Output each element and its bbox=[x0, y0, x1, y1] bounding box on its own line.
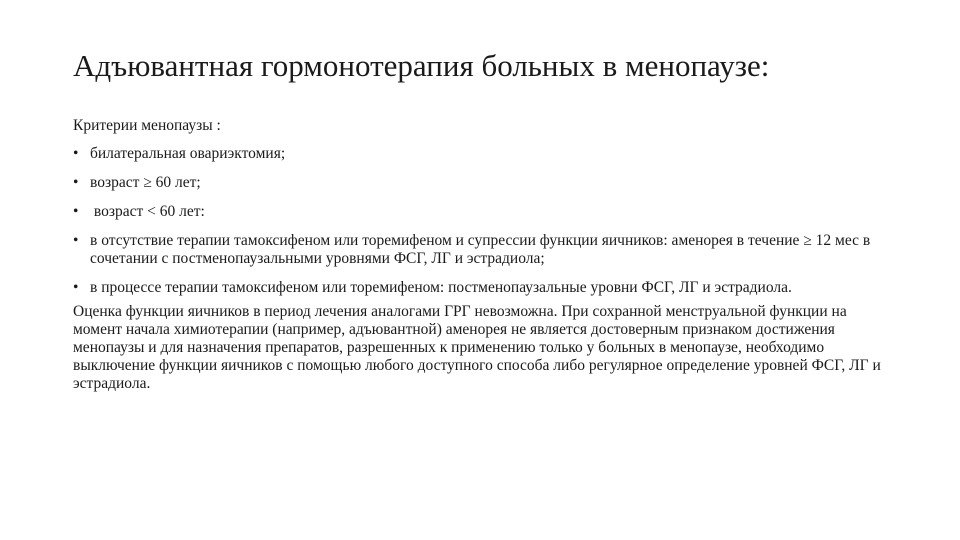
list-item bbox=[73, 232, 893, 268]
slide-body bbox=[73, 117, 893, 393]
bullet-icon: • bbox=[73, 203, 79, 220]
list-item-text: возраст < 60 лет: bbox=[90, 203, 205, 220]
bullet-icon: • bbox=[73, 279, 79, 296]
list-item bbox=[73, 279, 893, 297]
bullet-icon: • bbox=[73, 174, 79, 191]
list-item bbox=[73, 174, 893, 192]
list-item-text: возраст ≥ 60 лет; bbox=[90, 174, 201, 191]
list-item-text: в процессе терапии тамоксифеном или торемифеном: постменопаузальные уровни ФСГ, ЛГ и эстрадиола. bbox=[90, 279, 792, 296]
ovarian-function-paragraph: Оценка функции яичников в период лечения аналогами ГРГ невозможна. При сохранной менструальной функции на момент начала химиотерапии (например, адъювантной) аменорея не является достоверным признаком достижения менопаузы и для назначения препаратов, разрешенных к применению только у больных в менопаузе, необходимо выключение функции яичников с помощью любого доступного способа либо регулярное определение уровней ФСГ, ЛГ и эстрадиола. bbox=[73, 303, 881, 392]
list-item-text: билатеральная овариэктомия; bbox=[90, 145, 286, 162]
criteria-heading: Критерии менопаузы : bbox=[73, 117, 221, 134]
criteria-list bbox=[73, 145, 893, 297]
list-item bbox=[73, 203, 893, 221]
bullet-icon: • bbox=[73, 232, 79, 249]
list-item-text: в отсутствие терапии тамоксифеном или торемифеном и супрессии функции яичников: аменорея в течение ≥ 12 мес в сочетании с постменопаузальными уровнями ФСГ, ЛГ и эстрадиола; bbox=[90, 232, 871, 267]
list-item bbox=[73, 145, 893, 163]
slide-title: Адъювантная гормонотерапия больных в менопаузе: bbox=[73, 48, 770, 83]
bullet-icon: • bbox=[73, 145, 79, 162]
